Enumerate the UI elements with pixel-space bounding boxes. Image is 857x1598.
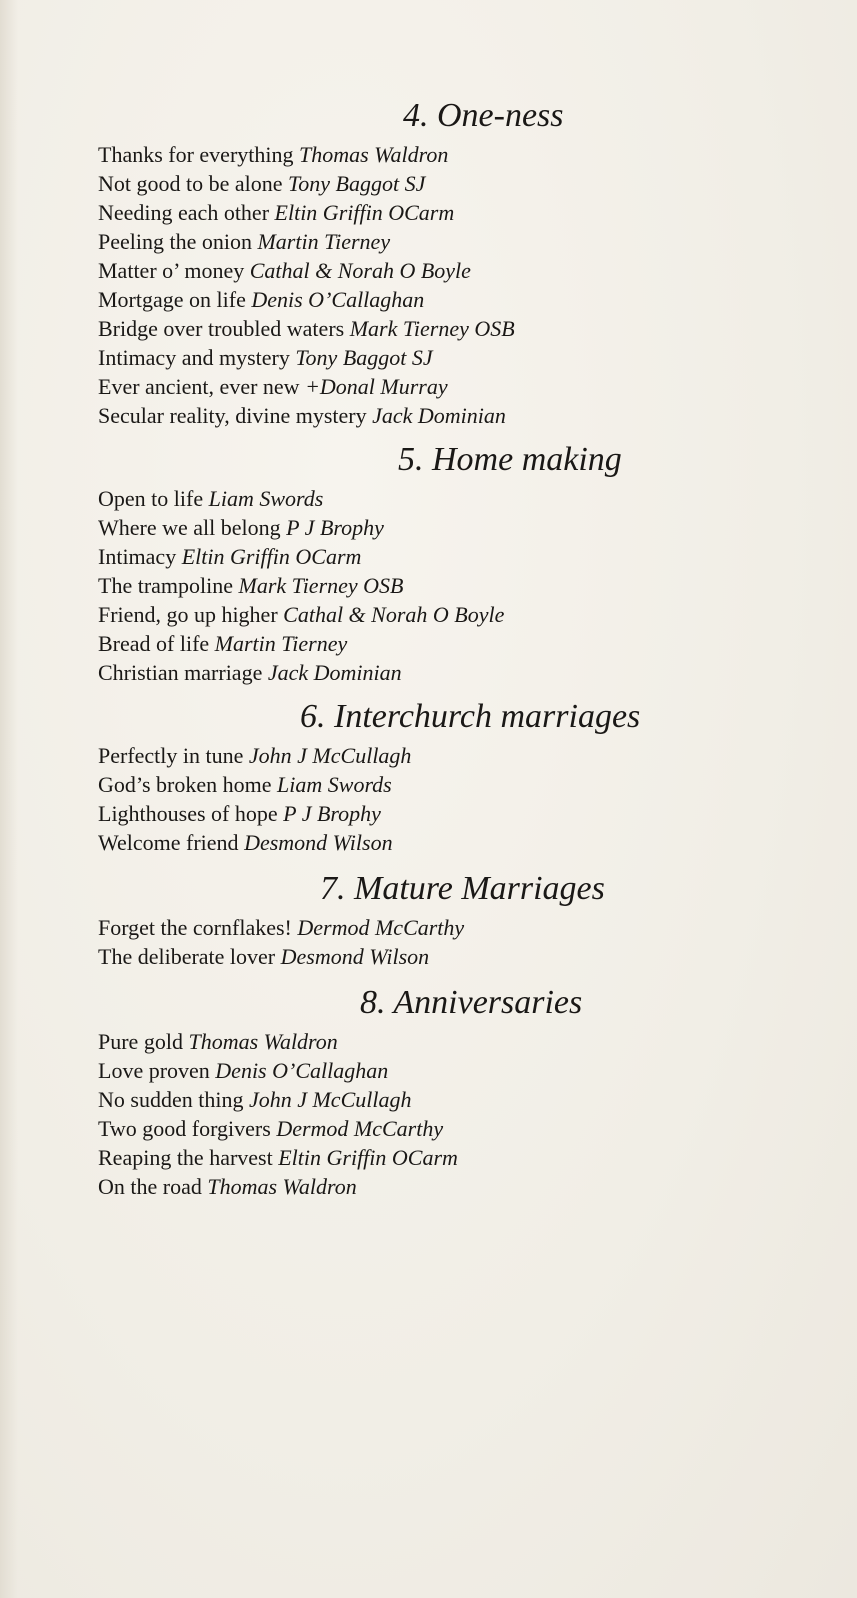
list-item <box>98 314 818 343</box>
list-item <box>98 629 818 658</box>
entry-title: Needing each other <box>98 200 270 225</box>
section-mature-marriages <box>98 869 818 971</box>
list-item <box>98 770 818 799</box>
entry-title: Ever ancient, ever new <box>98 374 300 399</box>
section-title: 5. Home making <box>398 441 622 478</box>
list-item <box>98 1114 818 1143</box>
list-item <box>98 198 818 227</box>
entry-author: Desmond Wilson <box>244 830 393 855</box>
entry-title: Bread of life <box>98 631 210 656</box>
list-item <box>98 256 818 285</box>
entry-author: Eltin Griffin OCarm <box>278 1145 458 1170</box>
entry-author: Thomas Waldron <box>207 1174 357 1199</box>
entry-author: Mark Tierney OSB <box>349 316 515 341</box>
entry-author: Denis O’Callaghan <box>215 1058 389 1083</box>
entry-author: Jack Dominian <box>372 403 506 428</box>
entry-title: Reaping the harvest <box>98 1145 273 1170</box>
section-title: 6. Interchurch marriages <box>300 698 641 735</box>
list-item <box>98 571 818 600</box>
entry-title: Not good to be alone <box>98 171 283 196</box>
entry-author: Tony Baggot SJ <box>288 171 426 196</box>
entry-title: Christian marriage <box>98 660 263 685</box>
entry-author: Eltin Griffin OCarm <box>181 544 362 569</box>
entry-title: God’s broken home <box>98 772 272 797</box>
entry-title: Where we all belong <box>98 515 281 540</box>
list-item <box>98 658 818 687</box>
section-home-making <box>98 440 818 687</box>
entry-title: Intimacy <box>98 544 177 569</box>
entry-author: John J McCullagh <box>248 1087 412 1112</box>
list-item <box>98 828 818 857</box>
entry-author: +Donal Murray <box>305 374 448 399</box>
entry-title: Matter o’ money <box>98 258 245 283</box>
entry-title: On the road <box>98 1174 202 1199</box>
list-item <box>98 942 818 971</box>
entry-author: Thomas Waldron <box>299 142 449 167</box>
list-item <box>98 401 818 430</box>
entry-title: Secular reality, divine mystery <box>98 403 367 428</box>
entry-author: John J McCullagh <box>248 743 412 768</box>
list-item <box>98 484 818 513</box>
section-interchurch-marriages <box>98 697 818 857</box>
entry-title: Love proven <box>98 1058 210 1083</box>
list-item <box>98 343 818 372</box>
entry-author: Martin Tierney <box>257 229 391 254</box>
entry-title: Two good forgivers <box>98 1116 271 1141</box>
entry-title: The trampoline <box>98 573 234 598</box>
entry-title: Welcome friend <box>98 830 239 855</box>
entry-author: Dermod McCarthy <box>297 915 465 940</box>
list-item <box>98 140 818 169</box>
list-item <box>98 1143 818 1172</box>
entry-title: Pure gold <box>98 1029 183 1054</box>
entry-author: Tony Baggot SJ <box>295 345 433 370</box>
entry-title: Friend, go up higher <box>98 602 278 627</box>
section-title: 8. Anniversaries <box>360 984 583 1021</box>
list-item <box>98 913 818 942</box>
entry-author: P J Brophy <box>283 801 381 826</box>
entry-author: Liam Swords <box>277 772 392 797</box>
list-item <box>98 227 818 256</box>
list-item <box>98 285 818 314</box>
entry-title: Perfectly in tune <box>98 743 244 768</box>
entry-title: Intimacy and mystery <box>98 345 290 370</box>
section-anniversaries <box>98 983 818 1201</box>
list-item <box>98 1056 818 1085</box>
entry-author: Jack Dominian <box>267 660 402 685</box>
entry-author: Dermod McCarthy <box>276 1116 444 1141</box>
entry-title: The deliberate lover <box>98 944 276 969</box>
section-title: 4. One-ness <box>403 97 564 134</box>
entry-title: Thanks for everything <box>98 142 294 167</box>
entry-author: Cathal & Norah O Boyle <box>249 258 471 283</box>
list-item <box>98 799 818 828</box>
list-item <box>98 1027 818 1056</box>
entry-title: Forget the cornflakes! <box>98 915 292 940</box>
entry-title: Peeling the onion <box>98 229 252 254</box>
entry-author: Denis O’Callaghan <box>251 287 425 312</box>
entry-author: Eltin Griffin OCarm <box>274 200 455 225</box>
list-item <box>98 600 818 629</box>
list-item <box>98 169 818 198</box>
entry-author: Desmond Wilson <box>280 944 430 969</box>
contents-list <box>98 96 818 1201</box>
entry-author: Thomas Waldron <box>188 1029 338 1054</box>
entry-author: P J Brophy <box>286 515 384 540</box>
entry-title: Lighthouses of hope <box>98 801 278 826</box>
list-item <box>98 513 818 542</box>
entry-title: Open to life <box>98 486 204 511</box>
entry-title: No sudden thing <box>98 1087 244 1112</box>
entry-author: Cathal & Norah O Boyle <box>283 602 505 627</box>
entry-author: Mark Tierney OSB <box>238 573 404 598</box>
list-item <box>98 741 818 770</box>
list-item <box>98 542 818 571</box>
entry-author: Liam Swords <box>208 486 324 511</box>
entry-title: Mortgage on life <box>98 287 246 312</box>
list-item <box>98 372 818 401</box>
section-title: 7. Mature Marriages <box>320 870 605 907</box>
entry-title: Bridge over troubled waters <box>98 316 345 341</box>
list-item <box>98 1172 818 1201</box>
list-item <box>98 1085 818 1114</box>
entry-author: Martin Tierney <box>214 631 348 656</box>
section-one-ness <box>98 96 818 430</box>
